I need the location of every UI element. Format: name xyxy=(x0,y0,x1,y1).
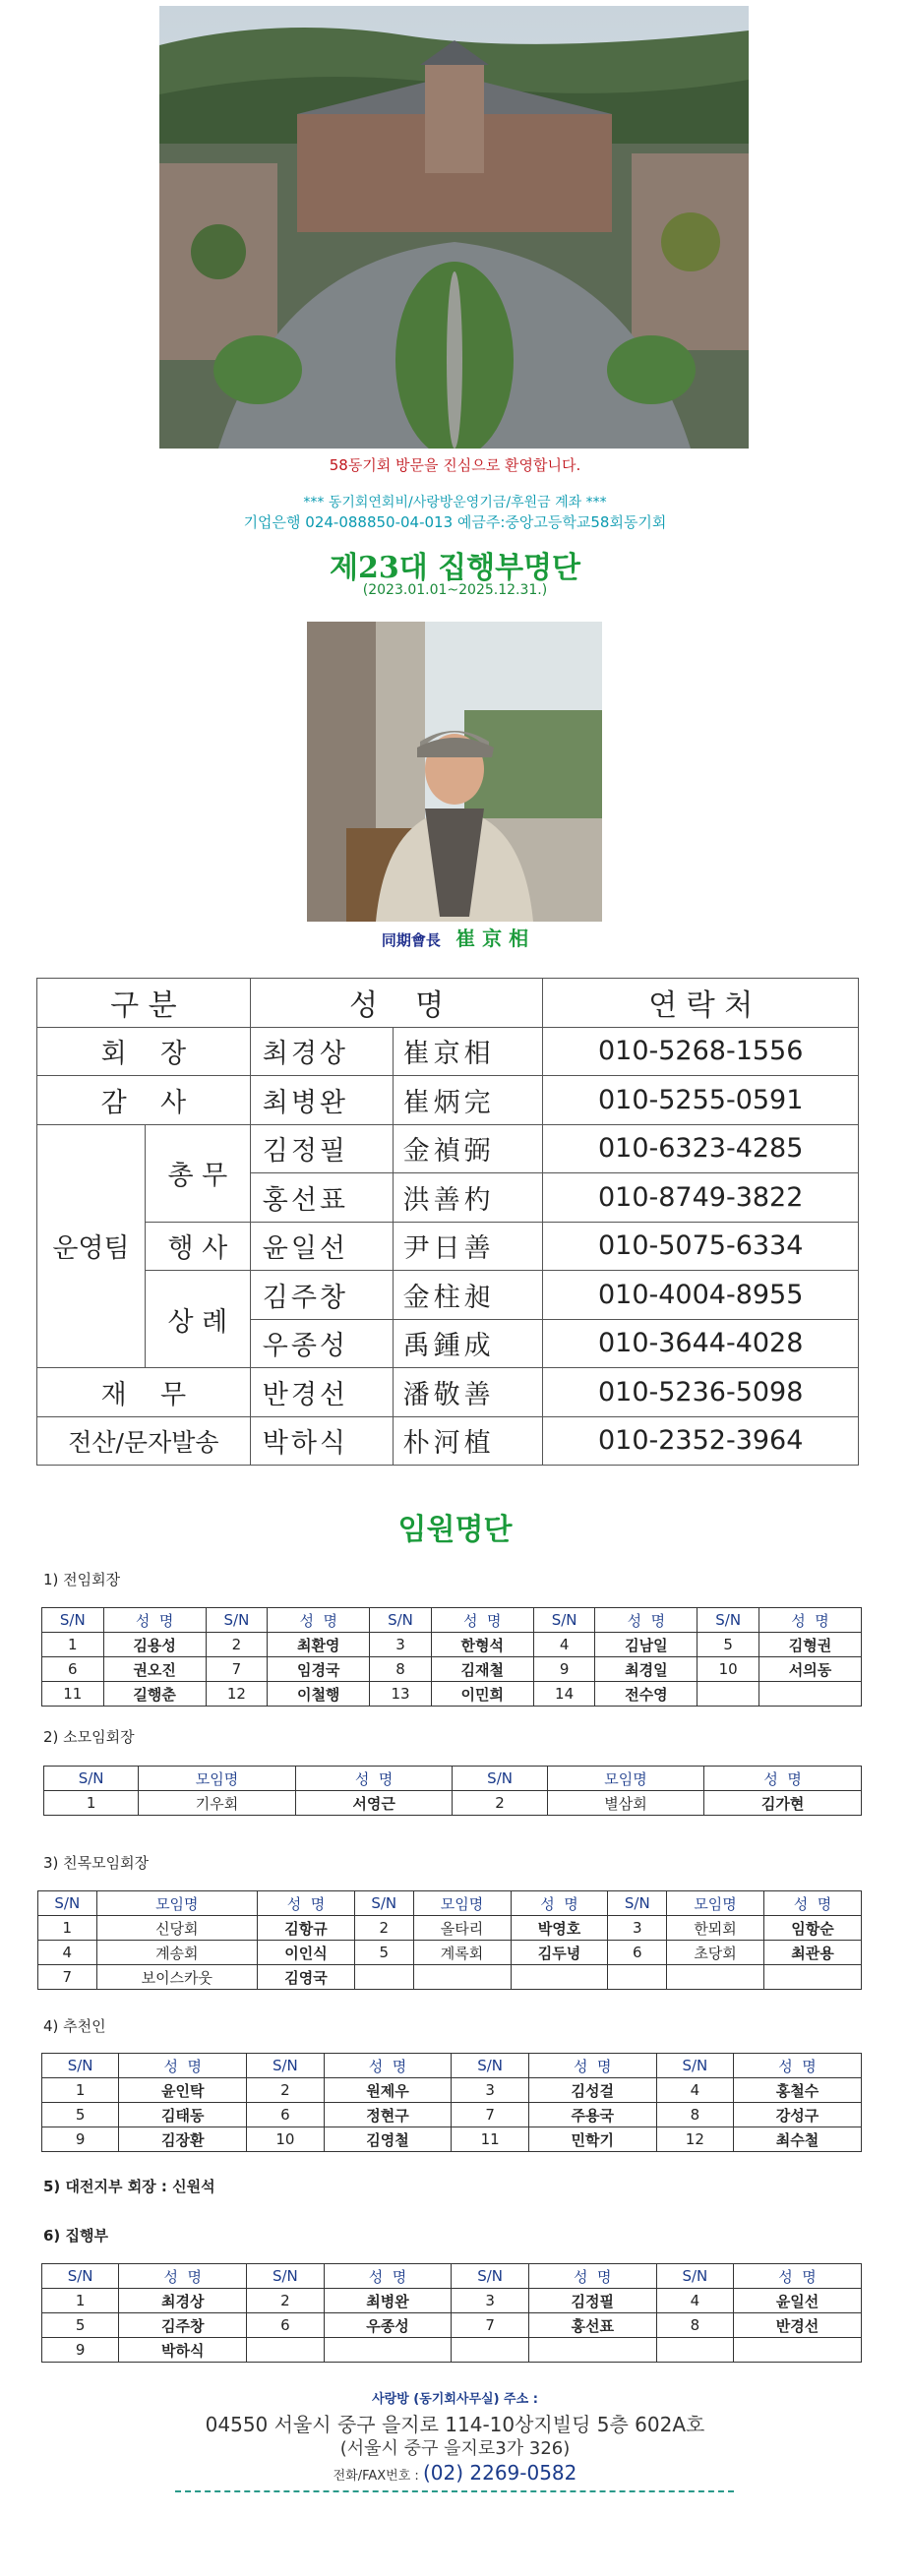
name-hanja: 洪善杓 xyxy=(393,1173,543,1223)
president-portrait xyxy=(307,622,602,922)
member-name-cell: 박영호 xyxy=(511,1916,608,1941)
serial-cell: 2 xyxy=(206,1633,268,1657)
header-contact: 연 락 처 xyxy=(543,979,859,1028)
member-name-cell: 이인식 xyxy=(258,1941,355,1965)
serial-cell: 13 xyxy=(370,1682,432,1707)
table-row xyxy=(37,1124,859,1173)
phone-cell: 010-4004-8955 xyxy=(543,1271,859,1320)
serial-cell: 10 xyxy=(247,2127,324,2152)
table-row xyxy=(37,1271,859,1320)
member-name-cell: 김두녕 xyxy=(511,1941,608,1965)
table-row xyxy=(42,2103,862,2127)
section-daejeon-branch: 5) 대전지부 회장 : 신원석 xyxy=(43,2178,215,2195)
table-row xyxy=(42,2127,862,2152)
name-hanja: 崔炳完 xyxy=(393,1076,543,1125)
serial-cell: 4 xyxy=(38,1941,97,1965)
column-header: 성 명 xyxy=(324,2054,452,2078)
column-header: S/N xyxy=(247,2264,324,2289)
name-hanja: 金禎弼 xyxy=(393,1124,543,1173)
name-korean: 윤일선 xyxy=(250,1222,393,1271)
recommenders-table xyxy=(41,2053,862,2152)
column-header: 모임명 xyxy=(96,1891,257,1916)
member-name-cell: 반경선 xyxy=(733,2313,861,2338)
serial-cell xyxy=(608,1965,667,1990)
member-name-cell xyxy=(733,2338,861,2363)
table-row xyxy=(37,1027,859,1076)
member-name-cell: 권오진 xyxy=(103,1657,206,1682)
welcome-message: 58동기회 방문을 진심으로 환영합니다. xyxy=(329,456,581,474)
serial-cell: 12 xyxy=(206,1682,268,1707)
member-name-cell: 서영근 xyxy=(295,1791,453,1816)
table-row xyxy=(37,1222,859,1271)
column-header: S/N xyxy=(656,2264,733,2289)
serial-cell: 2 xyxy=(247,2289,324,2313)
member-name-cell: 김남일 xyxy=(595,1633,698,1657)
table-row xyxy=(42,1657,862,1682)
member-name-cell: 김형권 xyxy=(759,1633,862,1657)
member-name-cell: 주용국 xyxy=(528,2103,656,2127)
member-name-cell: 박하식 xyxy=(119,2338,247,2363)
name-korean: 김정필 xyxy=(250,1124,393,1173)
name-korean: 최병완 xyxy=(250,1076,393,1125)
member-name-cell xyxy=(759,1682,862,1707)
section-small-groups: 2) 소모임회장 xyxy=(43,1728,135,1746)
name-hanja: 尹日善 xyxy=(393,1222,543,1271)
serial-cell: 2 xyxy=(247,2078,324,2103)
header-division: 구 분 xyxy=(37,979,251,1028)
member-name-cell: 길행춘 xyxy=(103,1682,206,1707)
serial-cell: 11 xyxy=(452,2127,528,2152)
member-name-cell: 김성걸 xyxy=(528,2078,656,2103)
table-row xyxy=(42,2313,862,2338)
column-header: 성 명 xyxy=(268,1608,370,1633)
footer-phone-number: (02) 2269-0582 xyxy=(422,2461,577,2485)
column-header: 성 명 xyxy=(119,2264,247,2289)
column-header: 성 명 xyxy=(528,2054,656,2078)
serial-cell: 4 xyxy=(533,1633,595,1657)
member-name-cell: 김가현 xyxy=(704,1791,862,1816)
column-header: S/N xyxy=(42,2054,119,2078)
name-korean: 반경선 xyxy=(250,1368,393,1417)
table-row xyxy=(37,1368,859,1417)
group-name-cell: 신당회 xyxy=(96,1916,257,1941)
member-name-cell: 김태동 xyxy=(119,2103,247,2127)
member-name-cell: 윤일선 xyxy=(733,2289,861,2313)
table-row xyxy=(44,1791,862,1816)
role-cell: 감 사 xyxy=(37,1076,251,1125)
column-header: S/N xyxy=(698,1608,759,1633)
column-header: S/N xyxy=(533,1608,595,1633)
small-groups-table xyxy=(43,1766,862,1816)
column-header: 성 명 xyxy=(704,1767,862,1791)
serial-cell: 7 xyxy=(452,2103,528,2127)
column-header: 모임명 xyxy=(413,1891,511,1916)
table-row xyxy=(37,1076,859,1125)
group-cell: 운영팀 xyxy=(37,1124,146,1368)
member-name-cell: 윤인탁 xyxy=(119,2078,247,2103)
table-header-row xyxy=(37,979,859,1028)
column-header: S/N xyxy=(656,2054,733,2078)
serial-cell: 9 xyxy=(42,2127,119,2152)
column-header: 성 명 xyxy=(595,1608,698,1633)
member-name-cell xyxy=(511,1965,608,1990)
table-row xyxy=(42,2338,862,2363)
member-name-cell: 이민희 xyxy=(431,1682,533,1707)
member-name-cell: 김정필 xyxy=(528,2289,656,2313)
table-header-row xyxy=(42,1608,862,1633)
member-name-cell: 최병완 xyxy=(324,2289,452,2313)
name-hanja: 崔京相 xyxy=(393,1027,543,1076)
serial-cell: 2 xyxy=(354,1916,413,1941)
campus-photo xyxy=(159,6,749,449)
serial-cell xyxy=(452,2338,528,2363)
member-name-cell: 김용성 xyxy=(103,1633,206,1657)
executive-dept-table xyxy=(41,2263,862,2363)
serial-cell: 8 xyxy=(656,2103,733,2127)
past-presidents-table xyxy=(41,1607,862,1707)
board-title: 제23대 집행부명단 xyxy=(329,551,581,585)
officers-title: 임원명단 xyxy=(397,1513,513,1547)
subrole-cell: 상 례 xyxy=(145,1271,250,1368)
serial-cell: 2 xyxy=(453,1791,547,1816)
member-name-cell: 정현구 xyxy=(324,2103,452,2127)
serial-cell xyxy=(698,1682,759,1707)
serial-cell: 11 xyxy=(42,1682,104,1707)
member-name-cell: 김항규 xyxy=(258,1916,355,1941)
column-header: 모임명 xyxy=(667,1891,764,1916)
serial-cell: 12 xyxy=(656,2127,733,2152)
serial-cell: 5 xyxy=(42,2103,119,2127)
footer-address: 04550 서울시 중구 을지로 114-10상지빌딩 5층 602A호 xyxy=(205,2413,705,2436)
serial-cell: 3 xyxy=(452,2289,528,2313)
phone-cell: 010-8749-3822 xyxy=(543,1173,859,1223)
member-name-cell xyxy=(324,2338,452,2363)
role-cell: 전산/문자발송 xyxy=(37,1416,251,1466)
footer-phone xyxy=(0,2461,910,2485)
name-korean: 최경상 xyxy=(250,1027,393,1076)
name-korean: 홍선표 xyxy=(250,1173,393,1223)
table-header-row xyxy=(42,2264,862,2289)
phone-cell: 010-5075-6334 xyxy=(543,1222,859,1271)
president-label: 同期會長 xyxy=(381,931,441,949)
column-header: S/N xyxy=(42,2264,119,2289)
bank-account-info: 기업은행 024-088850-04-013 예금주:중앙고등학교58회동기회 xyxy=(243,513,667,531)
section-executive-dept: 6) 집행부 xyxy=(43,2227,108,2245)
member-name-cell: 이철행 xyxy=(268,1682,370,1707)
column-header: S/N xyxy=(453,1767,547,1791)
serial-cell: 3 xyxy=(370,1633,432,1657)
name-korean: 우종성 xyxy=(250,1319,393,1368)
serial-cell: 6 xyxy=(608,1941,667,1965)
serial-cell: 6 xyxy=(247,2313,324,2338)
member-name-cell: 임항순 xyxy=(764,1916,862,1941)
phone-cell: 010-5255-0591 xyxy=(543,1076,859,1125)
table-row xyxy=(42,1682,862,1707)
subrole-cell: 총 무 xyxy=(145,1124,250,1222)
column-header: 성 명 xyxy=(759,1608,862,1633)
column-header: 성 명 xyxy=(733,2054,861,2078)
serial-cell: 3 xyxy=(452,2078,528,2103)
column-header: S/N xyxy=(452,2264,528,2289)
social-groups-table xyxy=(37,1890,862,1990)
serial-cell: 3 xyxy=(608,1916,667,1941)
phone-cell: 010-2352-3964 xyxy=(543,1416,859,1466)
group-name-cell: 한뫼회 xyxy=(667,1916,764,1941)
header-name: 성 명 xyxy=(250,979,543,1028)
group-name-cell: 보이스카웃 xyxy=(96,1965,257,1990)
column-header: S/N xyxy=(42,1608,104,1633)
column-header: S/N xyxy=(370,1608,432,1633)
member-name-cell: 최경상 xyxy=(119,2289,247,2313)
serial-cell: 7 xyxy=(206,1657,268,1682)
phone-cell: 010-6323-4285 xyxy=(543,1124,859,1173)
phone-cell: 010-5268-1556 xyxy=(543,1027,859,1076)
phone-cell: 010-3644-4028 xyxy=(543,1319,859,1368)
table-row xyxy=(42,1633,862,1657)
board-term: (2023.01.01~2025.12.31.) xyxy=(362,582,548,598)
serial-cell: 1 xyxy=(42,1633,104,1657)
group-name-cell: 기우회 xyxy=(139,1791,296,1816)
column-header: 성 명 xyxy=(511,1891,608,1916)
serial-cell: 8 xyxy=(656,2313,733,2338)
table-header-row xyxy=(44,1767,862,1791)
table-row xyxy=(38,1941,862,1965)
table-row xyxy=(42,2289,862,2313)
serial-cell: 4 xyxy=(656,2078,733,2103)
executive-board-table xyxy=(36,978,859,1466)
name-hanja: 禹鍾成 xyxy=(393,1319,543,1368)
group-name-cell: 별삼회 xyxy=(547,1791,704,1816)
member-name-cell: 김재철 xyxy=(431,1657,533,1682)
member-name-cell: 최관용 xyxy=(764,1941,862,1965)
serial-cell: 6 xyxy=(247,2103,324,2127)
member-name-cell: 최수철 xyxy=(733,2127,861,2152)
member-name-cell: 김장환 xyxy=(119,2127,247,2152)
footer-address-label: 사랑방 (동기회사무실) 주소 : xyxy=(372,2392,538,2407)
column-header: 성 명 xyxy=(324,2264,452,2289)
serial-cell xyxy=(656,2338,733,2363)
column-header: 모임명 xyxy=(547,1767,704,1791)
member-name-cell: 홍철수 xyxy=(733,2078,861,2103)
member-name-cell: 강성구 xyxy=(733,2103,861,2127)
serial-cell: 10 xyxy=(698,1657,759,1682)
column-header: 성 명 xyxy=(295,1767,453,1791)
table-row xyxy=(38,1916,862,1941)
section-social-groups: 3) 친목모임회장 xyxy=(43,1854,150,1872)
name-hanja: 朴河植 xyxy=(393,1416,543,1466)
serial-cell: 1 xyxy=(42,2289,119,2313)
section-past-presidents: 1) 전임회장 xyxy=(43,1571,121,1588)
serial-cell: 9 xyxy=(533,1657,595,1682)
serial-cell: 5 xyxy=(42,2313,119,2338)
column-header: S/N xyxy=(38,1891,97,1916)
serial-cell: 5 xyxy=(354,1941,413,1965)
member-name-cell: 최경일 xyxy=(595,1657,698,1682)
subrole-cell: 행 사 xyxy=(145,1222,250,1271)
member-name-cell: 원제우 xyxy=(324,2078,452,2103)
group-name-cell: 올타리 xyxy=(413,1916,511,1941)
column-header: 성 명 xyxy=(764,1891,862,1916)
president-name: 崔 京 相 xyxy=(455,927,529,950)
bank-account-heading: *** 동기회연회비/사랑방운영기금/후원금 계좌 *** xyxy=(303,495,607,510)
serial-cell: 9 xyxy=(42,2338,119,2363)
serial-cell: 7 xyxy=(38,1965,97,1990)
group-name-cell: 계송회 xyxy=(96,1941,257,1965)
column-header: S/N xyxy=(247,2054,324,2078)
name-hanja: 潘敬善 xyxy=(393,1368,543,1417)
footer-phone-label: 전화/FAX번호 : xyxy=(333,2469,419,2484)
member-name-cell: 김주창 xyxy=(119,2313,247,2338)
serial-cell: 7 xyxy=(452,2313,528,2338)
column-header: 성 명 xyxy=(103,1608,206,1633)
column-header: 모임명 xyxy=(139,1767,296,1791)
member-name-cell: 홍선표 xyxy=(528,2313,656,2338)
member-name-cell xyxy=(764,1965,862,1990)
member-name-cell: 한형석 xyxy=(431,1633,533,1657)
serial-cell: 1 xyxy=(42,2078,119,2103)
role-cell: 회 장 xyxy=(37,1027,251,1076)
member-name-cell: 김영철 xyxy=(324,2127,452,2152)
member-name-cell xyxy=(528,2338,656,2363)
president-caption xyxy=(0,923,910,951)
serial-cell: 8 xyxy=(370,1657,432,1682)
column-header: S/N xyxy=(206,1608,268,1633)
serial-cell: 14 xyxy=(533,1682,595,1707)
serial-cell: 6 xyxy=(42,1657,104,1682)
footer-divider xyxy=(175,2490,734,2492)
serial-cell: 1 xyxy=(38,1916,97,1941)
table-header-row xyxy=(42,2054,862,2078)
serial-cell: 5 xyxy=(698,1633,759,1657)
table-row xyxy=(37,1416,859,1466)
role-cell: 재 무 xyxy=(37,1368,251,1417)
member-name-cell: 서의동 xyxy=(759,1657,862,1682)
serial-cell xyxy=(247,2338,324,2363)
column-header: S/N xyxy=(608,1891,667,1916)
column-header: 성 명 xyxy=(119,2054,247,2078)
member-name-cell: 우종성 xyxy=(324,2313,452,2338)
column-header: 성 명 xyxy=(733,2264,861,2289)
column-header: S/N xyxy=(354,1891,413,1916)
group-name-cell xyxy=(413,1965,511,1990)
member-name-cell: 김영국 xyxy=(258,1965,355,1990)
column-header: S/N xyxy=(44,1767,139,1791)
serial-cell: 4 xyxy=(656,2289,733,2313)
name-hanja: 金柱昶 xyxy=(393,1271,543,1320)
serial-cell: 1 xyxy=(44,1791,139,1816)
group-name-cell xyxy=(667,1965,764,1990)
name-korean: 박하식 xyxy=(250,1416,393,1466)
group-name-cell: 계록회 xyxy=(413,1941,511,1965)
member-name-cell: 민학기 xyxy=(528,2127,656,2152)
group-name-cell: 초당회 xyxy=(667,1941,764,1965)
member-name-cell: 전수영 xyxy=(595,1682,698,1707)
name-korean: 김주창 xyxy=(250,1271,393,1320)
table-row xyxy=(42,2078,862,2103)
column-header: 성 명 xyxy=(528,2264,656,2289)
column-header: 성 명 xyxy=(258,1891,355,1916)
column-header: S/N xyxy=(452,2054,528,2078)
serial-cell xyxy=(354,1965,413,1990)
column-header: 성 명 xyxy=(431,1608,533,1633)
footer-address-old: (서울시 중구 을지로3가 326) xyxy=(339,2438,571,2459)
phone-cell: 010-5236-5098 xyxy=(543,1368,859,1417)
table-row xyxy=(38,1965,862,1990)
member-name-cell: 최환영 xyxy=(268,1633,370,1657)
member-name-cell: 임경국 xyxy=(268,1657,370,1682)
section-recommenders: 4) 추천인 xyxy=(43,2017,106,2035)
table-header-row xyxy=(38,1891,862,1916)
